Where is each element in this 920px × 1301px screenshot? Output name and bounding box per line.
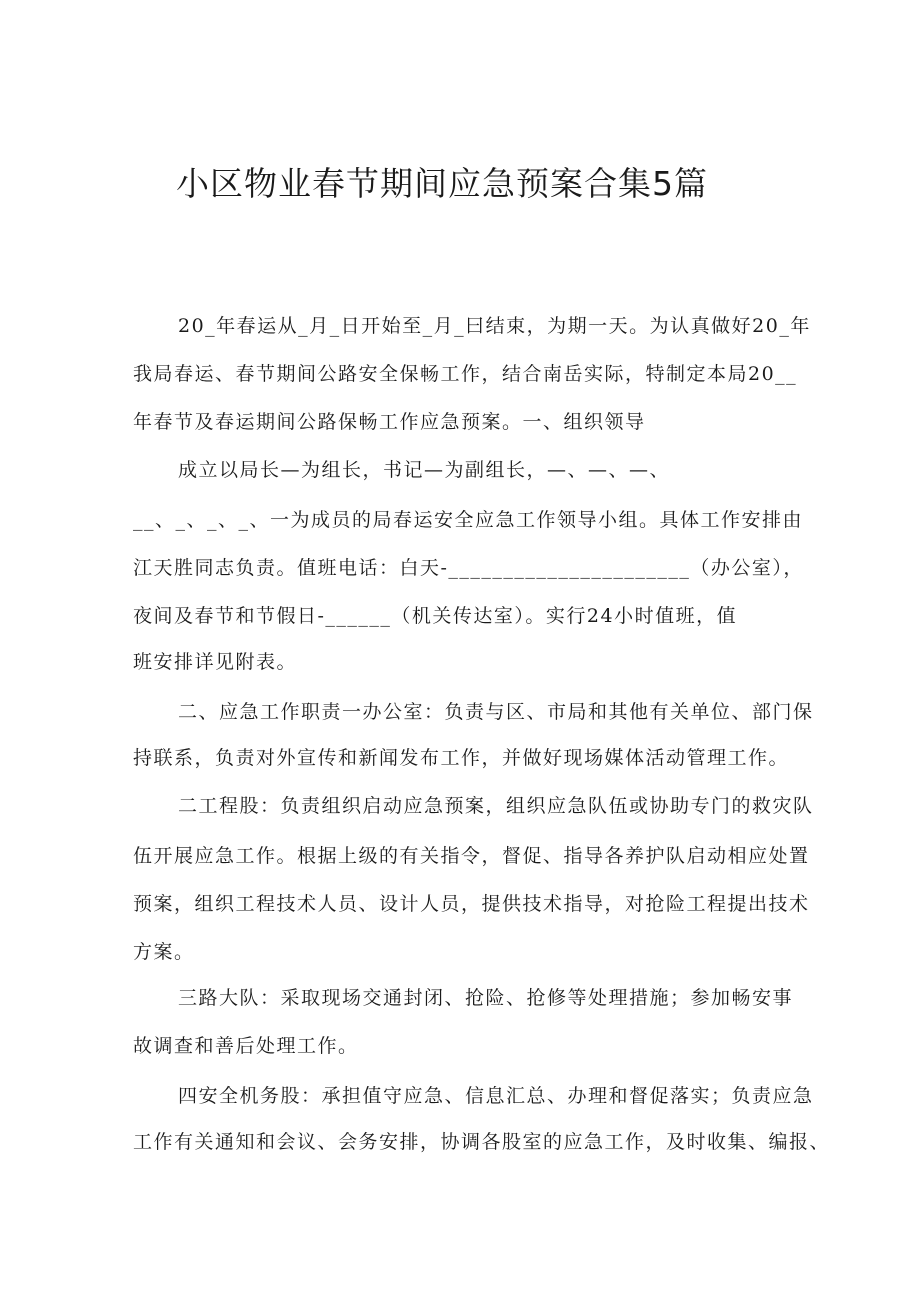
paragraph-line: 我局春运、春节期间公路安全保畅工作，结合南岳实际，特制定本局20__: [133, 363, 798, 385]
paragraph-line: 持联系，负责对外宣传和新闻发布工作，并做好现场媒体活动管理工作。: [133, 747, 790, 769]
paragraph-line: 预案，组织工程技术人员、设计人员，提供技术指导，对抢险工程提出技术: [133, 893, 810, 915]
paragraph-line: 二、应急工作职责一办公室：负责与区、市局和其他有关单位、部门保: [178, 701, 814, 723]
paragraph-line: 20_年春运从_月_日开始至_月_曰结束，为期一天。为认真做好20_年: [178, 315, 811, 337]
paragraph-line: 四安全机务股：承担值守应急、信息汇总、办理和督促落实；负责应急: [178, 1085, 814, 1107]
paragraph-line: 二工程股：负责组织启动应急预案，组织应急队伍或协助专门的救灾队: [178, 795, 814, 817]
paragraph-line: 夜间及春节和节假日-______（机关传达室）。实行24小时值班，值: [133, 605, 738, 627]
paragraph-line: 工作有关通知和会议、会务安排，协调各股室的应急工作，及时收集、编报、: [133, 1131, 831, 1153]
document-title: 小区物业春节期间应急预案合集5篇: [176, 164, 708, 203]
paragraph-line: 方案。: [133, 941, 195, 963]
paragraph-line: __、_、_、_、一为成员的局春运安全应急工作领导小组。具体工作安排由: [133, 509, 804, 531]
paragraph-line: 三路大队：采取现场交通封闭、抢险、抢修等处理措施；参加畅安事: [178, 987, 794, 1009]
paragraph-line: 故调查和善后处理工作。: [133, 1035, 359, 1057]
paragraph-line: 伍开展应急工作。根据上级的有关指令，督促、指导各养护队启动相应处置: [133, 845, 810, 867]
paragraph-line: 江天胜同志负责。值班电话：白天-______________________（办公室），: [133, 557, 804, 579]
paragraph-line: 年春节及春运期间公路保畅工作应急预案。一、组织领导: [133, 411, 646, 433]
paragraph-line: 成立以局长—为组长，书记—为副组长，—、—、—、: [178, 459, 671, 481]
paragraph-line: 班安排详见附表。: [133, 651, 298, 673]
